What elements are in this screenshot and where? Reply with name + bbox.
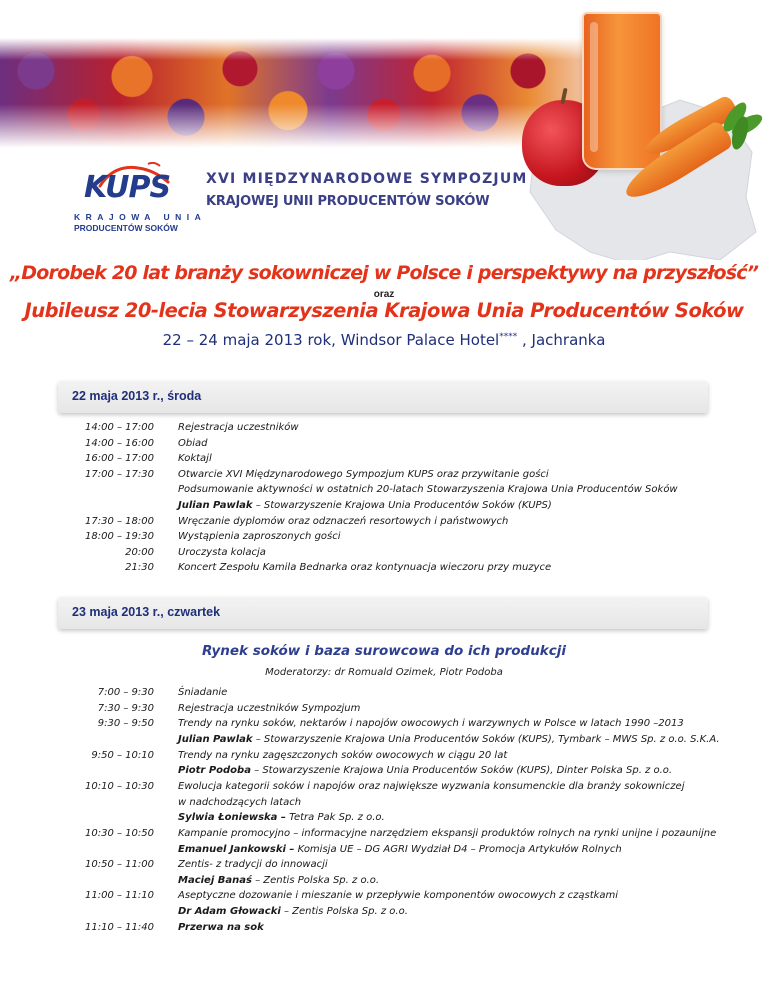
schedule-row bbox=[0, 873, 768, 889]
schedule-row bbox=[0, 498, 768, 514]
schedule-time: 9:50 – 10:10 bbox=[91, 749, 154, 761]
schedule-activity: Rejestracja uczestników Sympozjum bbox=[178, 702, 361, 714]
schedule-row bbox=[0, 482, 768, 498]
symposium-title-line2: KRAJOWEJ UNII PRODUCENTÓW SOKÓW bbox=[206, 194, 490, 209]
day1-header-bar bbox=[58, 381, 708, 413]
schedule-activity: Sylwia Łoniewska – Tetra Pak Sp. z o.o. bbox=[178, 812, 385, 824]
schedule-row bbox=[0, 795, 768, 811]
schedule-time: 10:10 – 10:30 bbox=[85, 780, 154, 792]
schedule-activity: Trendy na rynku zagęszczonych soków owocowych w ciągu 20 lat bbox=[178, 749, 508, 761]
schedule-row bbox=[0, 920, 768, 936]
speaker-name: Piotr Podoba bbox=[178, 765, 251, 777]
schedule-row bbox=[0, 467, 768, 483]
dates-prefix: 22 – 24 maja 2013 rok, Windsor Palace Hotel bbox=[162, 331, 500, 349]
schedule-time: 20:00 bbox=[125, 546, 154, 558]
schedule-row bbox=[0, 685, 768, 701]
schedule-time: 14:00 – 16:00 bbox=[85, 437, 154, 449]
schedule-activity: Ewolucja kategorii soków i napojów oraz największe wyzwania konsumenckie dla branży sokowniczej bbox=[178, 780, 685, 792]
jubilee-title: Jubileusz 20-lecia Stowarzyszenia Krajowa Unia Producentów Soków bbox=[24, 299, 744, 322]
schedule-activity: Maciej Banaś – Zentis Polska Sp. z o.o. bbox=[178, 874, 380, 886]
schedule-activity: Julian Pawlak – Stowarzyszenie Krajowa Unia Producentów Soków (KUPS), Tymbark – MWS Sp. z o.o. S.K.A. bbox=[178, 733, 720, 745]
day2-label: 23 maja 2013 r., czwartek bbox=[72, 605, 221, 619]
speaker-name: Julian Pawlak bbox=[178, 500, 253, 511]
fruit-photo-strip bbox=[0, 38, 600, 148]
schedule-time: 14:00 – 17:00 bbox=[85, 422, 154, 433]
speaker-name: Julian Pawlak bbox=[178, 733, 253, 745]
session-title: Rynek soków i baza surowcowa do ich produkcji bbox=[201, 643, 567, 659]
schedule-activity: Wystąpienia zaproszonych gości bbox=[178, 531, 341, 543]
schedule-row bbox=[0, 514, 768, 530]
schedule-row bbox=[0, 701, 768, 717]
schedule-row bbox=[0, 763, 768, 779]
schedule-activity: Piotr Podoba – Stowarzyszenie Krajowa Unia Producentów Soków (KUPS), Dinter Polska Sp. z o.o. bbox=[178, 765, 673, 777]
schedule-row bbox=[0, 779, 768, 795]
schedule-activity: Dr Adam Głowacki – Zentis Polska Sp. z o.o. bbox=[178, 906, 408, 918]
schedule-activity: Podsumowanie aktywności w ostatnich 20-latach Stowarzyszenia Krajowa Unia Producentów Soków bbox=[178, 484, 678, 496]
moderators: Moderatorzy: dr Romuald Ozimek, Piotr Podoba bbox=[265, 667, 503, 678]
day1-label: 22 maja 2013 r., środa bbox=[72, 389, 202, 403]
schedule-row bbox=[0, 826, 768, 842]
schedule-row bbox=[0, 529, 768, 545]
schedule-activity: Uroczysta kolacja bbox=[178, 546, 266, 558]
logo-wordmark: KUPS bbox=[84, 170, 171, 205]
schedule-row bbox=[0, 842, 768, 858]
event-dates bbox=[0, 331, 768, 349]
schedule-row bbox=[0, 451, 768, 467]
speaker-name: Maciej Banaś bbox=[178, 874, 252, 886]
speaker-name: Przerwa na sok bbox=[178, 921, 264, 933]
schedule-activity: Zentis- z tradycji do innowacji bbox=[178, 859, 328, 871]
schedule-time: 17:00 – 17:30 bbox=[85, 468, 154, 480]
schedule-time: 7:00 – 9:30 bbox=[97, 687, 154, 698]
schedule-time: 11:10 – 11:40 bbox=[85, 921, 154, 933]
schedule-time: 11:00 – 11:10 bbox=[85, 890, 154, 902]
schedule-time: 21:30 bbox=[125, 562, 154, 574]
schedule-row bbox=[0, 904, 768, 920]
schedule-time: 17:30 – 18:00 bbox=[85, 515, 154, 527]
schedule-activity: Śniadanie bbox=[178, 687, 228, 698]
schedule-row bbox=[0, 888, 768, 904]
schedule-activity: Kampanie promocyjno – informacyjne narzędziem ekspansji produktów rolnych na rynki unijne i pozaunijne bbox=[178, 827, 717, 839]
schedule-activity: Aseptyczne dozowanie i mieszanie w przepływie komponentów owocowych z cząstkami bbox=[178, 890, 619, 902]
day2-header-bar bbox=[58, 597, 708, 629]
schedule-activity: Koncert Zespołu Kamila Bednarka oraz kontynuacja wieczoru przy muzyce bbox=[178, 562, 552, 574]
logo-subtitle-1: KRAJOWA UNIA bbox=[74, 212, 207, 222]
schedule-row bbox=[0, 857, 768, 873]
schedule-activity: Otwarcie XVI Międzynarodowego Sympozjum KUPS oraz przywitanie gości bbox=[178, 468, 549, 480]
schedule-time: 10:30 – 10:50 bbox=[85, 827, 154, 839]
dates-suffix: , Jachranka bbox=[517, 331, 606, 349]
symposium-title-line1: XVI MIĘDZYNARODOWE SYMPOZJUM bbox=[206, 171, 528, 187]
schedule-time: 7:30 – 9:30 bbox=[97, 702, 154, 714]
schedule-activity: Emanuel Jankowski – Komisja UE – DG AGRI Wydział D4 – Promocja Artykułów Rolnych bbox=[178, 843, 622, 855]
schedule-row bbox=[0, 560, 768, 576]
speaker-name: Sylwia Łoniewska – bbox=[178, 812, 286, 824]
schedule-row bbox=[0, 810, 768, 826]
schedule-row bbox=[0, 436, 768, 452]
schedule-activity: Koktajl bbox=[178, 453, 212, 465]
schedule-time: 10:50 – 11:00 bbox=[85, 859, 154, 871]
speaker-name: Emanuel Jankowski – bbox=[178, 843, 295, 855]
schedule-row bbox=[0, 420, 768, 436]
schedule-row bbox=[0, 732, 768, 748]
kups-logo bbox=[66, 160, 207, 236]
conjunction-text: oraz bbox=[373, 289, 395, 300]
schedule-time: 9:30 – 9:50 bbox=[97, 718, 154, 730]
schedule-activity: Wręczanie dyplomów oraz odznaczeń resortowych i państwowych bbox=[178, 515, 509, 527]
schedule-activity bbox=[178, 920, 264, 936]
schedule-row bbox=[0, 748, 768, 764]
schedule-row bbox=[0, 716, 768, 732]
hotel-stars: **** bbox=[499, 332, 518, 342]
schedule-row bbox=[0, 545, 768, 561]
schedule-activity: w nadchodzących latach bbox=[178, 796, 302, 808]
speaker-name: Dr Adam Głowacki bbox=[178, 906, 281, 918]
schedule-activity: Rejestracja uczestników bbox=[178, 422, 299, 433]
schedule-activity: Trendy na rynku soków, nektarów i napojów owocowych i warzywnych w Polsce w latach 1990 –2013 bbox=[178, 718, 684, 730]
schedule-time: 18:00 – 19:30 bbox=[85, 531, 154, 543]
header-banner bbox=[0, 0, 768, 260]
logo-subtitle-2: PRODUCENTÓW SOKÓW bbox=[74, 223, 178, 233]
schedule-activity: Julian Pawlak – Stowarzyszenie Krajowa Unia Producentów Soków (KUPS) bbox=[178, 500, 552, 511]
schedule-activity: Obiad bbox=[178, 437, 208, 449]
main-title: „Dorobek 20 lat branży sokowniczej w Polsce i perspektywy na przyszłość” bbox=[9, 262, 759, 284]
schedule-time: 16:00 – 17:00 bbox=[85, 453, 154, 465]
